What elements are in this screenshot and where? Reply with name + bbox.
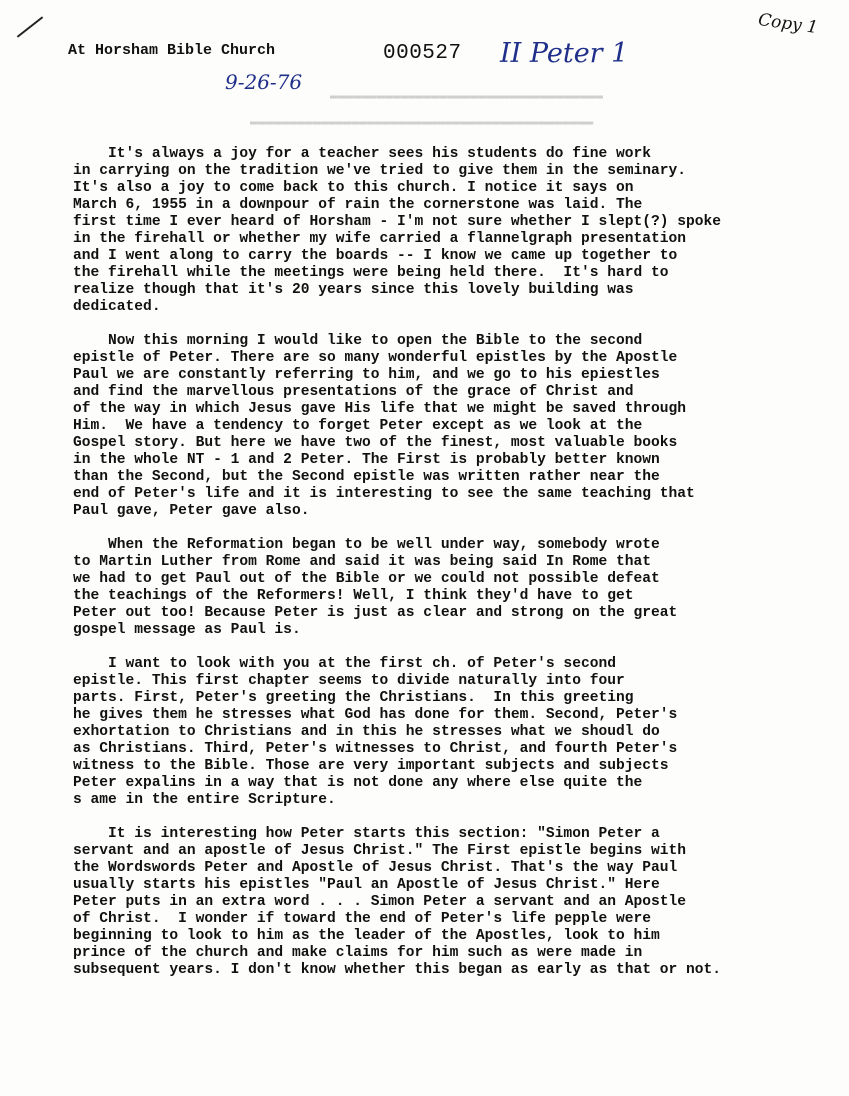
paragraph: It is interesting how Peter starts this section: "Simon Peter a servant and an apostle of Jesus Christ." The First epistle begins with the Wordswords Peter and Apostle of Jesus Christ. That's the way Paul usually starts his epistles "Paul an Apostle of Jesus Christ." Here Peter puts in an extra word . . . Simon Peter a servant and an Apostle of Christ. I wonder if toward the end of Peter's life pepple were beginning to look to him as the leader of the Apostles, look to him prince of the church and make claims for him such as were made in subsequent years. I don't know whether this began as early as that or not. [73,826,722,978]
sermon-body [73,146,823,996]
paragraph: When the Reformation began to be well under way, somebody wrote to Martin Luther from Rome and said it was being said In Rome that we had to get Paul out of the Bible or we could not possible defeat the teachings of the Reformers! Well, I think they'd have to get Peter out too! Because Peter is just as clear and strong on the great gospel message as Paul is. [73,537,678,638]
handwritten-date: 9-26-76 [225,70,303,94]
paragraph: Now this morning I would like to open the Bible to the second epistle of Peter. There are so many wonderful epistles by the Apostle Paul we are constantly referring to him, and we go to his epiestles and find the marvellous presentations of the grace of Christ and of the way in which Jesus gave His life that we might be saved through Him. We have a tendency to forget Peter except as we look at the Gospel story. But here we have two of the finest, most valuable books in the whole NT - 1 and 2 Peter. The First is probably better known than the Second, but the Second epistle was written rather near the end of Peter's life and it is interesting to see the same teaching that Paul gave, Peter gave also. [73,333,695,519]
document-number: 000527 [383,42,462,65]
handwritten-reference: II Peter 1 [500,38,629,69]
bleed-through-shadow: ▬▬▬▬▬▬▬▬▬▬▬▬▬▬▬▬▬▬▬▬▬▬▬▬▬▬▬▬▬▬▬▬▬▬▬▬▬▬▬▬▬▬▬▬ [250,114,594,129]
header-title: At Horsham Bible Church [68,42,276,59]
paragraph: I want to look with you at the first ch. of Peter's second epistle. This first chapter seems to divide naturally into four parts. First, Peter's greeting the Christians. In this greeting he gives them he stresses what God has done for them. Second, Peter's exhortation to Christians and in this he stresses what we shoudl do as Christians. Third, Peter's witnesses to Christ, and fourth Peter's witness to the Bible. Those are very important subjects and subjects Peter expalins in a way that is not done any where else quite the s ame in the entire Scripture. [73,656,678,808]
bleed-through-shadow: ▬▬▬▬▬▬▬▬▬▬▬▬▬▬▬▬▬▬▬▬▬▬▬▬▬▬▬▬▬▬▬▬▬▬▬ [330,88,604,103]
handwritten-copy-note: Copy 1 [756,9,820,39]
paragraph: It's always a joy for a teacher sees his students do fine work in carrying on the tradition we've tried to give them in the seminary. It's also a joy to come back to this church. I notice it says on March 6, 1955 in a downpour of rain the cornerstone was laid. The first time I ever heard of Horsham - I'm not sure whether I slept(?) spoke in the firehall or whether my wife carried a flannelgraph presentation and I went along to carry the boards -- I know we came up together to the firehall while the meetings were being held there. It's hard to realize though that it's 20 years since this lovely building was dedicated. [73,146,722,315]
pen-stroke-mark [17,16,43,37]
